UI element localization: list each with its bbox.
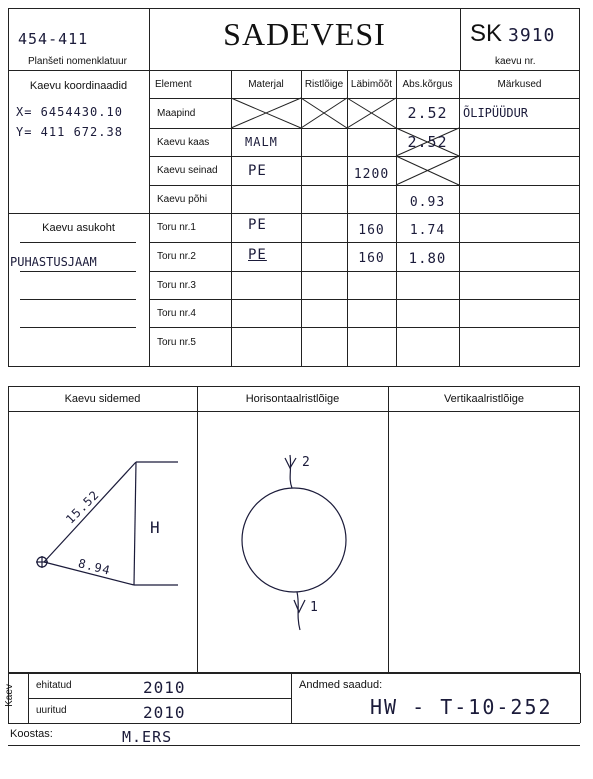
row-abs: 2.52 bbox=[407, 133, 448, 151]
row-element: Toru nr.2 bbox=[157, 251, 196, 262]
built-label: ehitatud bbox=[36, 680, 72, 691]
divider bbox=[8, 213, 149, 214]
divider bbox=[291, 673, 292, 723]
divider bbox=[231, 70, 232, 367]
built-value: 2010 bbox=[143, 678, 186, 697]
sketch-section bbox=[8, 386, 580, 673]
divider bbox=[197, 386, 198, 673]
data-source-label: Andmed saadud: bbox=[299, 679, 383, 691]
row-element: Kaevu seinad bbox=[157, 165, 218, 176]
row-abs: 0.93 bbox=[409, 194, 446, 210]
well-number-value: 3910 bbox=[508, 25, 556, 46]
tie-lower-value: 8.94 bbox=[76, 556, 113, 578]
header-element: Element bbox=[155, 78, 192, 90]
surveyed-label: uuritud bbox=[36, 705, 67, 716]
row-materjal: PE bbox=[248, 246, 267, 263]
row-labimoot: 160 bbox=[358, 251, 385, 266]
kaev-side-label: Kaev bbox=[3, 684, 15, 707]
divider bbox=[301, 70, 302, 367]
page-title: SADEVESI bbox=[223, 16, 386, 52]
tie-upper-value: 15.52 bbox=[63, 487, 103, 527]
row-element: Toru nr.1 bbox=[157, 222, 196, 233]
nomenclature-label: Planšeti nomenklatuur bbox=[28, 56, 127, 67]
row-labimoot: 160 bbox=[358, 223, 385, 238]
divider bbox=[8, 411, 580, 412]
row-abs: 1.80 bbox=[408, 250, 447, 267]
data-source-value: HW - T-10-252 bbox=[370, 695, 553, 719]
coord-x: X= 6454430.10 bbox=[16, 105, 123, 119]
divider bbox=[20, 299, 136, 300]
row-element: Toru nr.5 bbox=[157, 336, 196, 348]
pipe-out-label: 1 bbox=[310, 600, 319, 615]
row-markused: ÕLIPÜÜDUR bbox=[463, 106, 529, 120]
divider bbox=[460, 8, 461, 70]
well-label: kaevu nr. bbox=[495, 56, 536, 67]
row-materjal: PE bbox=[248, 162, 267, 179]
location-label: Kaevu asukoht bbox=[42, 222, 115, 234]
divider bbox=[149, 327, 580, 328]
row-materjal: MALM bbox=[245, 135, 278, 149]
well-prefix: SK bbox=[470, 20, 503, 47]
header-labimoot: Läbimõõt bbox=[350, 78, 393, 90]
divider bbox=[8, 673, 580, 674]
header-materjal: Materjal bbox=[248, 78, 284, 90]
divider bbox=[459, 70, 460, 367]
divider bbox=[149, 299, 580, 300]
divider bbox=[20, 327, 136, 328]
divider bbox=[149, 128, 580, 129]
row-element: Toru nr.3 bbox=[157, 279, 196, 291]
divider bbox=[580, 673, 581, 723]
divider bbox=[8, 723, 580, 724]
divider bbox=[8, 745, 580, 746]
row-materjal: PE bbox=[248, 216, 267, 233]
location-value: PUHASTUSJAAM bbox=[10, 255, 97, 269]
header-abs: Abs.kõrgus bbox=[402, 78, 453, 90]
divider bbox=[388, 386, 389, 673]
row-element: Kaevu põhi bbox=[157, 193, 208, 205]
row-element: Toru nr.4 bbox=[157, 307, 196, 319]
tie-mark: H bbox=[150, 518, 161, 537]
header-markused: Märkused bbox=[497, 78, 542, 90]
coordinates-label: Kaevu koordinaadid bbox=[29, 80, 128, 92]
divider bbox=[20, 242, 136, 243]
divider bbox=[20, 271, 136, 272]
row-element: Kaevu kaas bbox=[157, 136, 210, 148]
row-element: Maapind bbox=[157, 107, 196, 119]
header-ristloige: Ristlõige bbox=[304, 78, 344, 90]
sketch-col-ties: Kaevu sidemed bbox=[64, 392, 141, 405]
row-labimoot: 1200 bbox=[353, 167, 390, 182]
author-value: M.ERS bbox=[122, 728, 173, 746]
sketch-col-vertical: Vertikaalristlõige bbox=[443, 392, 525, 405]
sketch-col-horizontal: Horisontaalristlõige bbox=[245, 392, 340, 405]
row-abs: 2.52 bbox=[407, 104, 448, 122]
author-label: Koostas: bbox=[10, 728, 53, 740]
row-abs: 1.74 bbox=[409, 223, 446, 238]
surveyed-value: 2010 bbox=[143, 703, 186, 722]
divider bbox=[28, 698, 291, 699]
pipe-in-label: 2 bbox=[302, 455, 311, 470]
well-number bbox=[470, 20, 555, 48]
divider bbox=[149, 213, 580, 214]
nomenclature-value: 454-411 bbox=[18, 30, 89, 48]
coord-y: Y= 411 672.38 bbox=[16, 125, 123, 139]
